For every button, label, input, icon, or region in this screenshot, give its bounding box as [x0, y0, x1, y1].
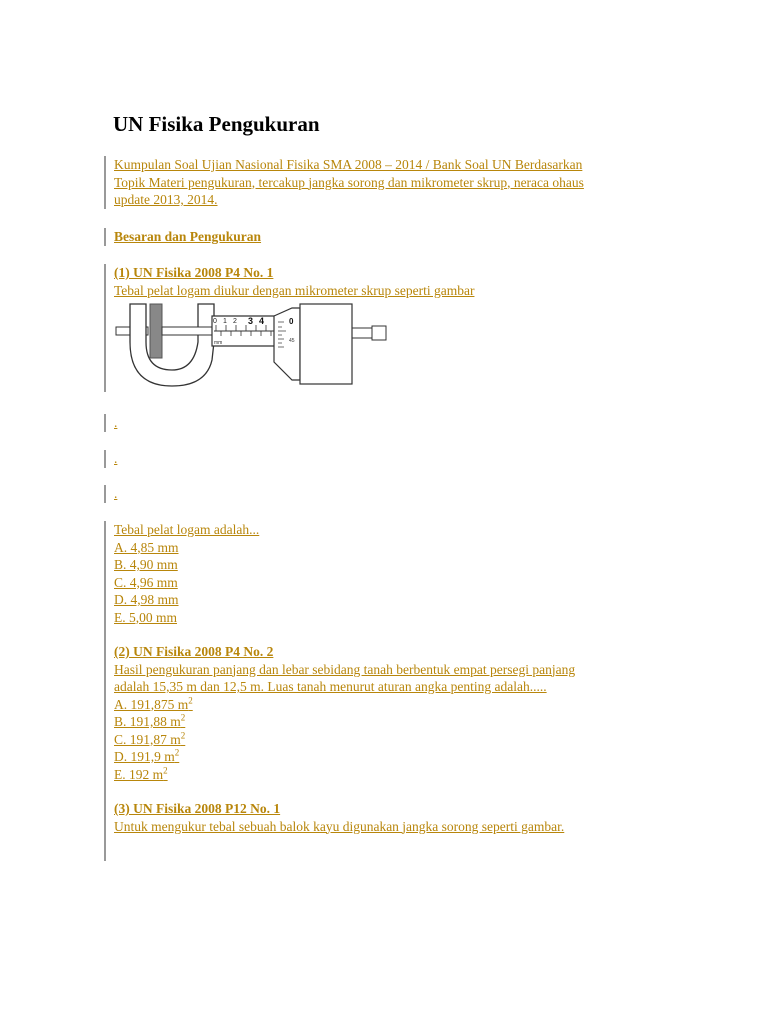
- thimble-label-45: 45: [289, 338, 295, 344]
- frame-shape: [130, 304, 214, 386]
- question-1-option-c[interactable]: C. 4,96 mm: [114, 574, 178, 590]
- sleeve-label-0: 0: [213, 318, 217, 325]
- intro-block: [104, 156, 584, 209]
- intro-link-line-1[interactable]: Kumpulan Soal Ujian Nasional Fisika SMA 2008 – 2014 / Bank Soal UN Berdasarkan: [114, 157, 583, 172]
- question-2-option-e[interactable]: E. 192 $m^2$: [114, 765, 168, 782]
- question-2-heading[interactable]: (2) UN Fisika 2008 P4 No. 2: [114, 644, 274, 659]
- question-3-text[interactable]: Untuk mengukur tebal sebuah balok kayu digunakan jangka sorong seperti gambar.: [114, 818, 565, 834]
- question-1-option-a[interactable]: A. 4,85 mm: [114, 539, 179, 555]
- spacer: [114, 626, 575, 643]
- question-1-heading[interactable]: (1) UN Fisika 2008 P4 No. 1: [114, 265, 274, 280]
- ratchet-body-shape: [300, 304, 352, 384]
- metal-plate-shape: [150, 304, 162, 358]
- dot-link-3[interactable]: .: [114, 486, 118, 501]
- question-1-option-e[interactable]: E. 5,00 mm: [114, 609, 177, 625]
- dot-link-1[interactable]: .: [114, 415, 118, 430]
- question-2-text-line-2[interactable]: adalah 15,35 m dan 12,5 m. Luas tanah menurut aturan angka penting adalah.....: [114, 679, 547, 694]
- question-2-option-c[interactable]: C. 191,87 $m^2$: [114, 730, 186, 747]
- dot-block-2: [104, 450, 117, 468]
- question-1-block: [104, 264, 474, 392]
- spacer: [114, 783, 575, 800]
- questions-block: [104, 521, 575, 861]
- section-block: [104, 228, 261, 246]
- intro-link-line-2[interactable]: Topik Materi pengukuran, tercakup jangka sorong dan mikrometer skrup, neraca ohaus: [114, 174, 584, 190]
- sleeve-label-2: 2: [233, 318, 237, 325]
- question-3-heading[interactable]: (3) UN Fisika 2008 P12 No. 1: [114, 801, 281, 816]
- dot-block-3: [104, 485, 117, 503]
- question-1-option-d[interactable]: D. 4,98 mm: [114, 592, 179, 607]
- question-2-text-line-1[interactable]: Hasil pengukuran panjang dan lebar sebidang tanah berbentuk empat persegi panjang: [114, 661, 576, 677]
- section-heading-link[interactable]: Besaran dan Pengukuran: [114, 229, 262, 244]
- dot-block-1: [104, 414, 117, 432]
- page-title: UN Fisika Pengukuran: [113, 112, 320, 136]
- dot-link-2[interactable]: .: [114, 451, 118, 466]
- thimble-label-0: 0: [289, 317, 294, 326]
- unit-label: mm: [214, 340, 223, 346]
- question-2-option-d[interactable]: D. 191,9 $m^2$: [114, 747, 180, 764]
- sleeve-label-3: 3: [248, 316, 254, 326]
- question-1-prompt[interactable]: Tebal pelat logam adalah...: [114, 522, 260, 537]
- ratchet-knob-shape: [372, 326, 386, 340]
- micrometer-figure: [114, 302, 394, 388]
- intro-link-line-3[interactable]: update 2013, 2014.: [114, 192, 218, 207]
- question-2-option-a[interactable]: A. 191,875 $m^2$: [114, 695, 193, 712]
- sleeve-label-1: 1: [223, 318, 227, 325]
- question-1-option-b[interactable]: B. 4,90 mm: [114, 557, 178, 572]
- sleeve-label-4: 4: [259, 316, 265, 326]
- question-1-text[interactable]: Tebal pelat logam diukur dengan mikrometer skrup seperti gambar: [114, 282, 475, 298]
- question-2-option-b[interactable]: B. 191,88 $m^2$: [114, 712, 186, 729]
- thimble-shape: [274, 308, 300, 380]
